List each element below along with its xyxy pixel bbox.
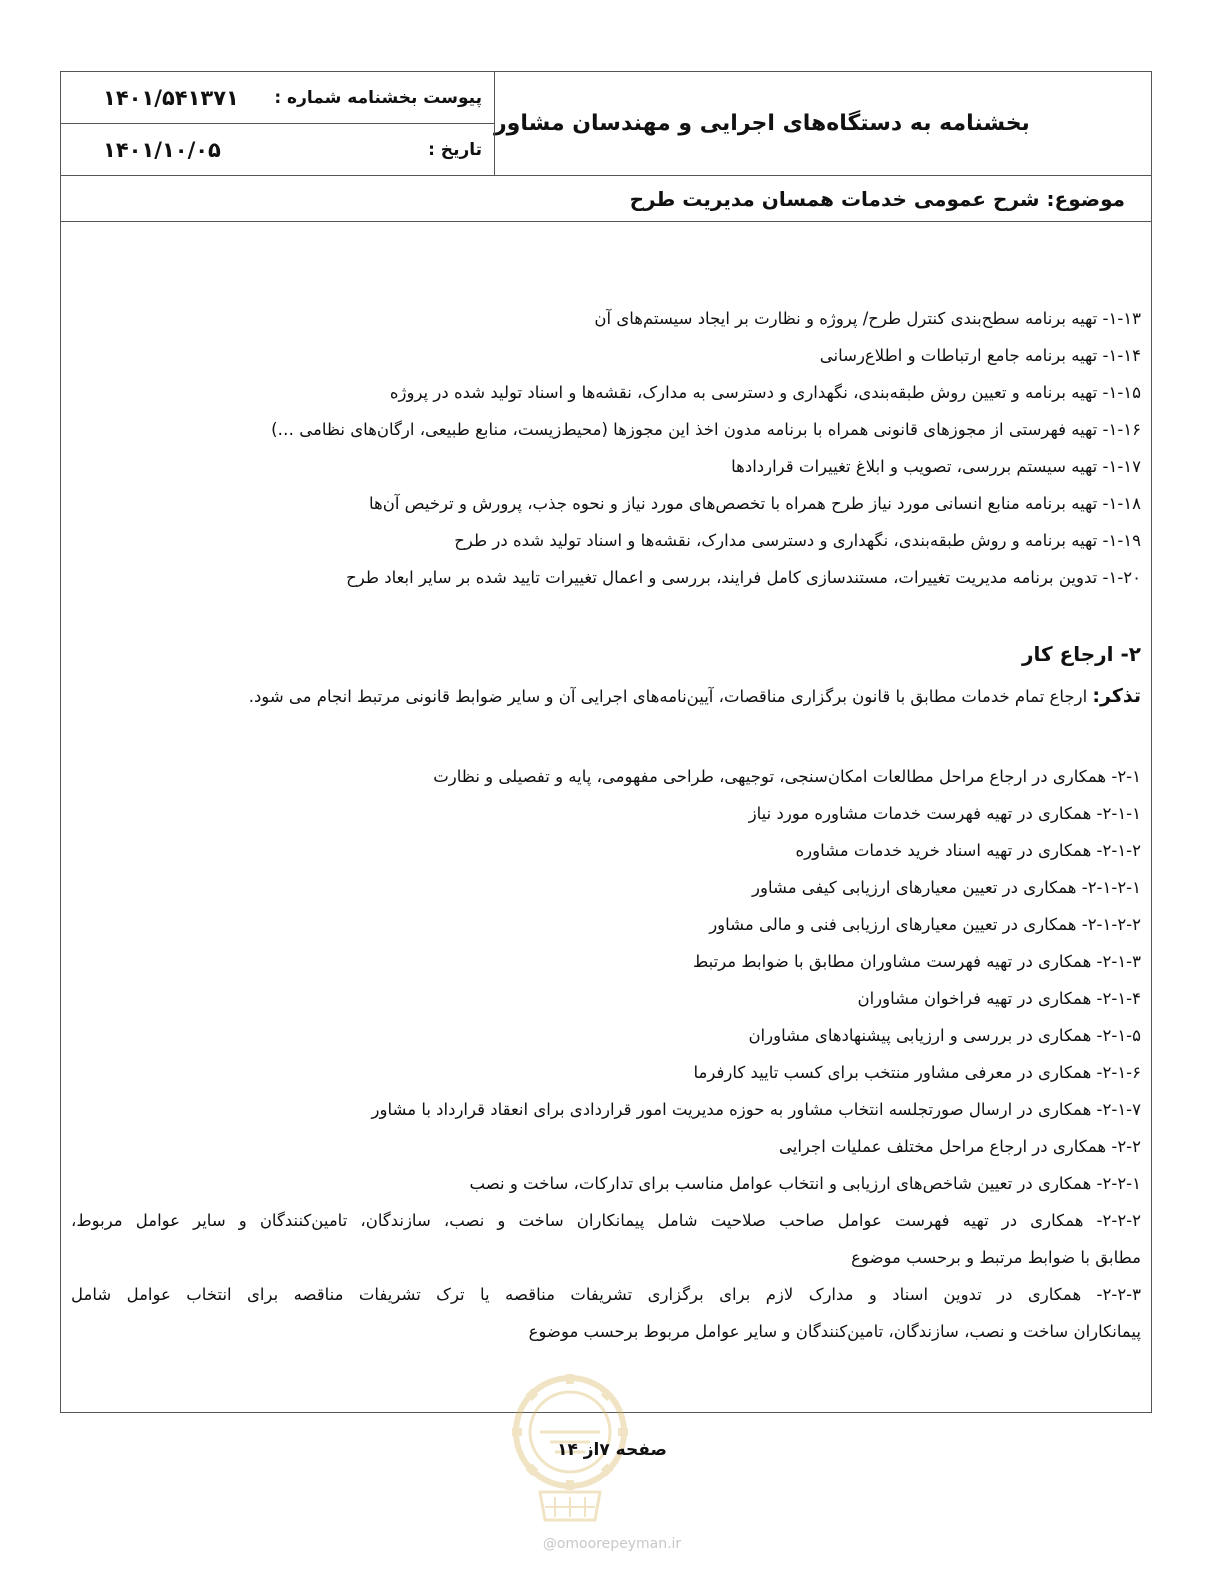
list-item: ۲-۱-۲-۱- همکاری در تعیین معیارهای ارزیابی کیفی مشاور (752, 878, 1141, 897)
subject-text: موضوع: شرح عمومی خدمات همسان مدیریت طرح (629, 186, 1125, 211)
number-value: ۱۴۰۱/۵۴۱۳۷۱ (103, 85, 239, 110)
list-item: ۲-۱-۲-۲- همکاری در تعیین معیارهای ارزیابی فنی و مالی مشاور (709, 915, 1141, 934)
date-row (61, 124, 494, 176)
content (71, 222, 1141, 1412)
list-item: ۲-۱-۶- همکاری در معرفی مشاور منتخب برای کسب تایید کارفرما (693, 1063, 1141, 1082)
subject-row (61, 176, 1151, 222)
list-item: ۱-۲۰- تدوین برنامه مدیریت تغییرات، مستندسازی کامل فرایند، بررسی و اعمال تغییرات تایید شده بر سایر ابعاد طرح (346, 568, 1141, 587)
list-item: ۱-۱۹- تهیه برنامه و روش طبقه‌بندی، نگهداری و دسترسی مدارک، نقشه‌ها و اسناد تولید شده در طرح (454, 531, 1141, 550)
list-item: ۲-۲-۱- همکاری در تعیین شاخص‌های ارزیابی و انتخاب عوامل مناسب برای تدارکات، ساخت و نصب (469, 1174, 1141, 1193)
list-item: ۲-۱-۷- همکاری در ارسال صورتجلسه انتخاب مشاور به حوزه مدیریت امور قراردادی برای انعقاد قرارداد با مشاور (371, 1100, 1141, 1119)
note-label: تذکر: (1092, 685, 1141, 707)
number-row (61, 72, 494, 124)
list-item: ۲-۱-۳- همکاری در تهیه فهرست مشاوران مطابق با ضوابط مرتبط (692, 952, 1141, 971)
section-title: ۲- ارجاع کار (1021, 642, 1141, 666)
list-item: ۲-۱-۱- همکاری در تهیه فهرست خدمات مشاوره مورد نیاز (748, 804, 1141, 823)
list-item: ۱-۱۶- تهیه فهرستی از مجوزهای قانونی همراه با برنامه مدون اخذ این مجوزها (محیط‌زیست، منابع طبیعی، ارگان‌های نظامی …) (271, 420, 1141, 439)
meta-cell (61, 72, 495, 175)
site-watermark: @omoorepeyman.ir (542, 1536, 682, 1552)
note-text: ارجاع تمام خدمات مطابق با قانون برگزاری مناقصات، آیین‌نامه‌های اجرایی آن و سایر ضوابط قانونی مرتبط انجام می شود. (248, 687, 1093, 706)
list-item: ۱-۱۴- تهیه برنامه جامع ارتباطات و اطلاع‌رسانی (819, 346, 1141, 365)
list-item: ۲-۲-۲- همکاری در تهیه فهرست عوامل صاحب صلاحیت شامل پیمانکاران ساخت و نصب، سازندگان، تامین‌کنندگان و سایر عوامل مربوط، (71, 1211, 1141, 1230)
list-item: ۱-۱۸- تهیه برنامه منابع انسانی مورد نیاز طرح همراه با تخصص‌های مورد نیاز و نحوه جذب، پرورش و ترخیص آن‌ها (368, 494, 1141, 513)
list-item: ۲-۱- همکاری در ارجاع مراحل مطالعات امکان‌سنجی، توجیهی، طراحی مفهومی، پایه و تفصیلی و نظارت (433, 767, 1141, 786)
list-item: ۲-۱-۲- همکاری در تهیه اسناد خرید خدمات مشاوره (795, 841, 1141, 860)
document-title: بخشنامه به دستگاه‌های اجرایی و مهندسان مشاور (494, 111, 1030, 136)
list-item: ۱-۱۳- تهیه برنامه سطح‌بندی کنترل طرح/ پروژه و نظارت بر ایجاد سیستم‌های آن (594, 309, 1141, 328)
list-item: ۱-۱۵- تهیه برنامه و تعیین روش طبقه‌بندی، نگهداری و دسترسی به مدارک، نقشه‌ها و اسناد تولید شده در پروژه (389, 383, 1141, 402)
date-label: تاریخ : (428, 140, 482, 160)
list-item: ۲-۲-۳- همکاری در تدوین اسناد و مدارک لازم برای برگزاری تشریفات مناقصه یا ترک تشریفات مناقصه برای انتخاب عوامل شامل (71, 1285, 1141, 1304)
number-label: پیوست بخشنامه شماره : (274, 87, 482, 108)
list-item: ۲-۱-۴- همکاری در تهیه فراخوان مشاوران (857, 989, 1141, 1008)
list-item-continuation: پیمانکاران ساخت و نصب، سازندگان، تامین‌کنندگان و سایر عوامل مربوط برحسب موضوع (528, 1322, 1141, 1341)
list-item: ۱-۱۷- تهیه سیستم بررسی، تصویب و ابلاغ تغییرات قراردادها (731, 457, 1141, 476)
date-value: ۱۴۰۱/۱۰/۰۵ (103, 138, 221, 162)
list-item: ۲-۲- همکاری در ارجاع مراحل مختلف عملیات اجرایی (779, 1137, 1141, 1156)
header-row (61, 72, 1151, 176)
document-frame (60, 71, 1152, 1413)
note-line (71, 684, 1141, 709)
page-number: صفحه ۷از ۱۴ (557, 1440, 667, 1460)
list-item: ۲-۱-۵- همکاری در بررسی و ارزیابی پیشنهادهای مشاوران (748, 1026, 1141, 1045)
title-cell (494, 72, 1151, 175)
list-item-continuation: مطابق با ضوابط مرتبط و برحسب موضوع (851, 1248, 1141, 1267)
